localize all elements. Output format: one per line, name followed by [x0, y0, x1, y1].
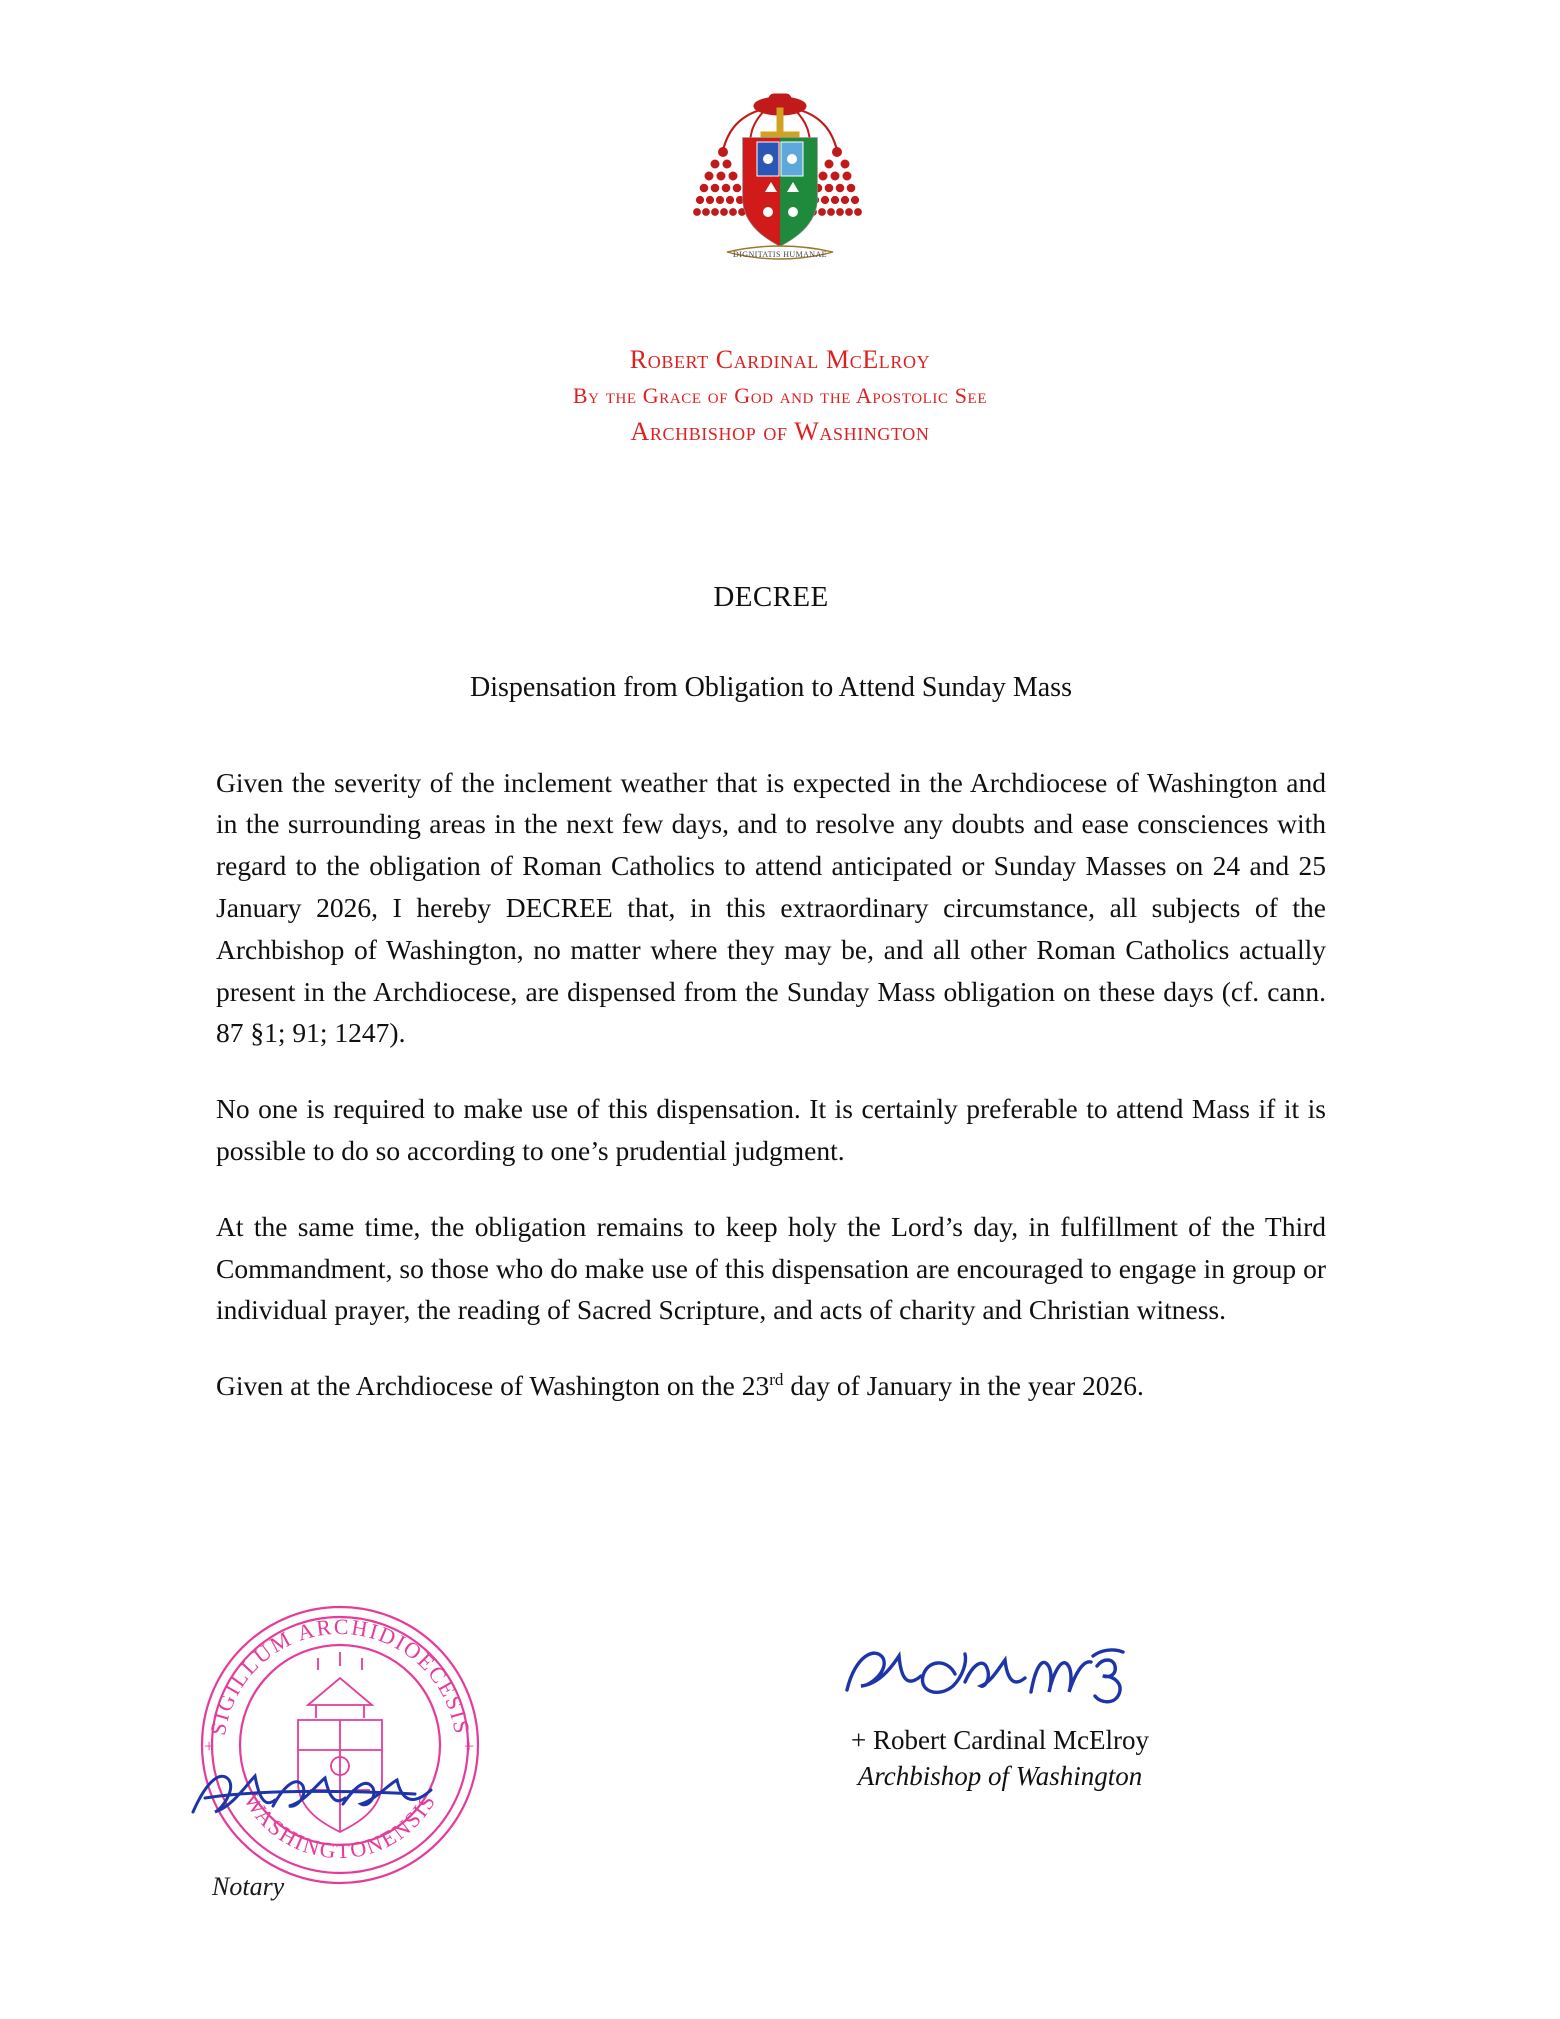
- letterhead: [0, 340, 1560, 451]
- paragraph-1: Given the severity of the inclement weather that is expected in the Archdiocese of Washington and in the surrounding areas in the next few days, and to resolve any doubts and ease consciences with regard to the obligation of Roman Catholics to attend anticipated or Sunday Masses on 24 and 25 January 2026, I hereby DECREE that, in this extraordinary circumstance, all subjects of the Archbishop of Washington, no matter where they may be, and all other Roman Catholics actually present in the Archdiocese, are dispensed from the Sunday Mass obligation on these days (cf. cann. 87 §1; 91; 1247).: [216, 766, 1326, 1049]
- coat-of-arms-icon: [665, 80, 895, 280]
- seal-text-bottom: WASHINGTONENSIS: [239, 1788, 441, 1864]
- signature-name: + Robert Cardinal McElroy: [851, 1725, 1149, 1755]
- page-title: DECREE: [713, 581, 829, 613]
- svg-text:+: +: [204, 1736, 215, 1756]
- given-line-before: Given at the Archdiocese of Washington on the 23: [216, 1370, 770, 1402]
- archdiocese-seal-icon: [180, 1600, 500, 1890]
- signature-block: [740, 1630, 1260, 1795]
- notary-label: Notary: [212, 1872, 285, 1901]
- letterhead-line-1: Robert Cardinal McElroy: [629, 345, 931, 374]
- document-body: [216, 575, 1326, 1407]
- letterhead-line-2: By the Grace of God and the Apostolic See: [572, 383, 988, 408]
- notary-signature-icon: [185, 1750, 455, 1840]
- document-subtitle: Dispensation from Obligation to Attend Sunday Mass: [470, 672, 1072, 704]
- cardinal-signature-icon: [835, 1630, 1165, 1720]
- svg-text:+: +: [464, 1736, 475, 1756]
- signature-title: Archbishop of Washington: [857, 1761, 1143, 1792]
- letterhead-line-3: Archbishop of Washington: [630, 417, 930, 446]
- paragraph-2: No one is required to make use of this dispensation. It is certainly preferable to attend Mass if it is possible to do so according to one’s prudential judgment.: [216, 1093, 1326, 1166]
- given-line-ordinal: rd: [769, 1370, 784, 1390]
- paragraph-3: At the same time, the obligation remains to keep holy the Lord’s day, in fulfillment of the Third Commandment, so those who do make use of this dispensation are encouraged to engage in group or individual prayer, the reading of Sacred Scripture, and acts of charity and Christian witness.: [216, 1210, 1326, 1326]
- crest-motto: DIGNITATIS HUMANAE: [733, 250, 827, 259]
- signature-area: [0, 1600, 1560, 2000]
- coat-of-arms-container: [0, 80, 1560, 285]
- given-line-after: day of January in the year 2026.: [783, 1370, 1144, 1402]
- seal-text-top: SIGILLUM ARCHIDIOECESIS: [204, 1613, 476, 1738]
- given-line: [216, 1365, 1326, 1407]
